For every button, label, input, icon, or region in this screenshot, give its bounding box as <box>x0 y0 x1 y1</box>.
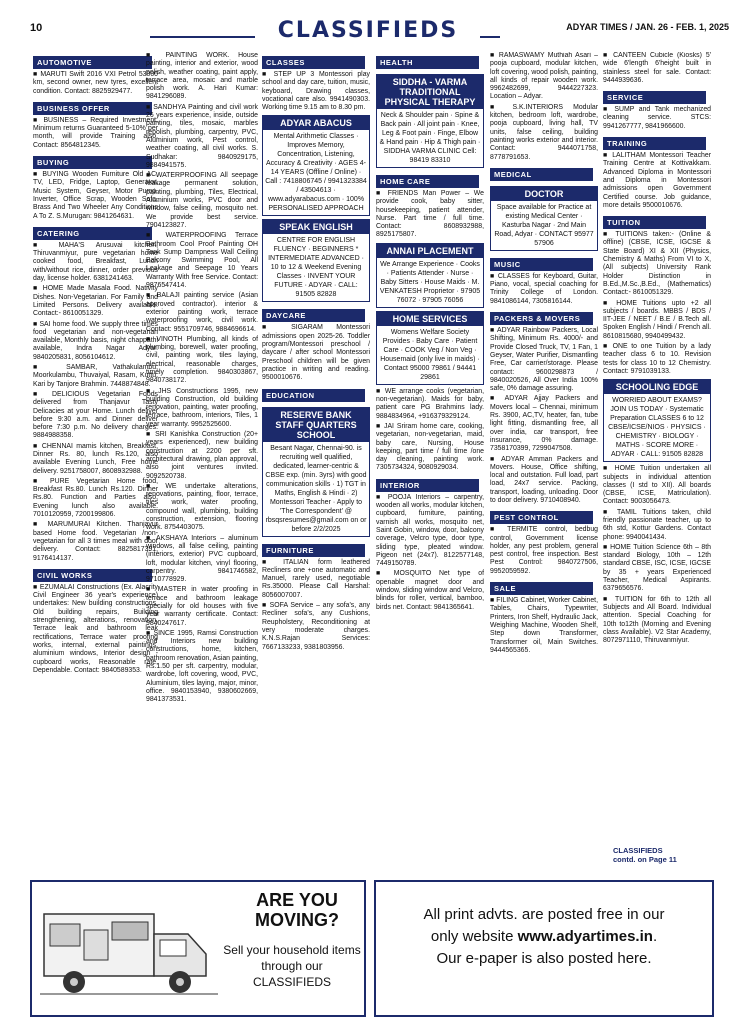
website-notice <box>374 880 714 1017</box>
classified-ad: ■ MAHA'S Arusuvai kitchen, Thiruvanmiyur, pure vegetarian home cooked food, Breakfast, Lunch with/without rice, dinner, order previous day, license holder. 6381241463. <box>33 241 158 283</box>
classified-ad: ■ LALITHAM Montessori Teacher Training Centre at Kottivakkam. Advanced Diploma in Montessori and Diploma in Montessori admissions open Government Certified course. Job guidance, more details 9500010676. <box>603 152 711 209</box>
classified-ad: ■ FRIENDS Man Power – We provide cook, baby sitter, housekeeping, patient attender, Nurse. Part time / full time. Contact: 8608932988, 8925175807. <box>376 190 484 239</box>
notice-line-2: only website www.adyartimes.in. <box>430 928 658 945</box>
display-ad-text: WORRIED ABOUT EXAMS? JOIN US TODAY · Systematic Preparation CLASSES 6 to 12 CBSE/ICSE/NIOS · PHYSICS · CHEMISTRY · BIOLOGY · MATHS · SCORE MORE · ADYAR · CALL: 91505 82828 <box>608 397 706 459</box>
classified-ad: ■ CLASSES for Keyboard, Guitar, Piano, vocal, special coaching for Trinity College of London. 9841086144, 7305816144. <box>490 272 598 305</box>
classified-ad: ■ TUITIONS taken:- (Online & offline) (CBSE, ICSE, IGCSE & State Board) XI & XII (Physics, Chemistry & Maths) From VI to X, (All subjects) University Rank Holder Distinction in B.Ed.,M.Sc.,B.Ed., (Mathematics) Contact:- 8610051329. <box>603 231 711 297</box>
display-ad-title: ADYAR ABACUS <box>263 116 369 130</box>
section-heading: TRAINING <box>603 137 706 150</box>
section-heading: HEALTH <box>376 56 479 69</box>
section-title: CLASSIFIEDS <box>277 18 459 43</box>
continued-page: contd. on Page 11 <box>613 855 677 864</box>
classified-ad: ■ ADYAR Rainbow Packers, Local Shifting, Minimum Rs. 4000/- and Provide Closed Truck, TV, 1 Fan, 1 Geyser, Water Purifier, Dismantling Free, Car carrier/storage. Please contact: 9600298873 / 9840020526, All Over India 100% safe, 0% damage assuring. <box>490 327 598 393</box>
website-link[interactable]: www.adyartimes.in <box>517 928 653 945</box>
section-heading: SERVICE <box>603 91 706 104</box>
moving-ad <box>30 880 366 1017</box>
header-rule-right <box>480 36 500 38</box>
classified-ad: ■ HOME Tuition Science 6th – 8th standard Biology, 10th – 12th standard CBSE, ISC, ICSE, IGCSE by 35 + years Experienced Teacher, Medical Aspirants. 6379656576. <box>603 543 711 593</box>
classified-ad: ■ CHENNAI mamis kitchen, Breakfast, Dinner Rs. 80, lunch Rs.120, also available Evening Lunch, Free home delivery. 9251758007, 8608932988. <box>33 442 158 475</box>
classified-ad: ■ CANTEEN Cubicle (Kiosks) 5' wide 6'length 6'height built in stainless steel for sale. Contact: 9444939636. <box>603 52 711 84</box>
moving-question <box>237 890 357 930</box>
edition-date: ADYAR TIMES / JAN. 26 - FEB. 1, 2025 <box>566 22 729 32</box>
classified-ad: ■ POOJA Interiors – carpentry, wooden all works, modular kitchen, cupboard, furniture, painting, varnish all works, mosquito net, Saint Gobin, window, door, balcony coverage, Velcro type, door type, sliding type, pleated window. Pigeon net (24x7). 8122577148, 7449150789. <box>376 493 484 568</box>
display-ad-text: Neck & Shoulder pain · Spine & Back pain · All joint pain · Knee, Leg & Foot pain · Finge, Elbow & Hand pain · Hip & Thigh pain · SIDDHA VARMA CLINIC Cell: 98419 83310 <box>379 112 481 164</box>
truck-icon <box>40 890 220 1010</box>
notice-line-3: Our e-paper is also posted here. <box>436 950 652 967</box>
classified-ad: ■ TUITION for 6th to 12th all Subjects and All Board. Individual attention. Special Coaching for 10th to12th (Morning and Evening class Available). V2 Star Academy, 8072971110, Thiruvanmiyur. <box>603 595 711 645</box>
display-ad-text: We Arrange Experience · Cooks · Patients Attender · Nurse · Baby Sitters · House Maids · M. VENKATESH Proprietor · 97905 76072 · 97905 76056 <box>379 260 481 304</box>
display-ad-text: Besant Nagar, Chennai-90. is recruiting well qualified, dedicated, learner-centric & CBSE exp. (min. 3yrs) with good communication skills · 1) TGT in Maths, English & Hindi · 2) Montessori Teacher · Apply to 'The Correspondent' @ rbsqsresumes@gmail.com on or before 2/2/2025 <box>265 444 367 533</box>
display-ad <box>376 243 484 308</box>
display-ad-title: HOME SERVICES <box>377 312 483 326</box>
classified-ad: ■ MOSQUITO Net type of openable magnet door and window, sliding window and Velcro, blinds for roller, vertical, bamboo, birds net. Contact: 9841365641. <box>376 570 484 611</box>
classified-ad: ■ DELICIOUS Vegetarian Foods delivered from Thanjavur Tasty Delicacies at your Home. Lunch deliver before 9:30 a.m. and Dinner deliver before 7:30 p.m. No delivery charges. 9884988358. <box>33 390 158 440</box>
section-heading: CLASSES <box>262 56 365 69</box>
page-header <box>0 0 741 50</box>
classified-ad: ■ SOFA Service – any sofa's, any Recliner sofa's, any Cushions, Reupholstery, Reconditioning at very moderate charges. K.N.S.Rajan Services: 7667133233, 9381803956. <box>262 602 370 651</box>
classified-ad: ■ BALAJI painting service (Asian approved contractor). interior & exterior painting work, terrace waterproofing work, civil work. Contact: 9551709746, 9884696614. <box>146 292 258 333</box>
classified-ad: ■ RAMASWAMY Muthiah Asari – pooja cupboard, modular kitchen, loft covering, wood polish, painting, all kinds of repair wooden work. 9962482699, 9444227323. Location – Adyar. <box>490 52 598 101</box>
classified-ad: ■ PURE Vegetarian Home food, Breakfast Rs.80. Lunch Rs.120. Dinner Rs.80. Function and Parties also, Evening lunch also available. 7010120959, 7200199806. <box>33 477 158 519</box>
classified-ad: ■ SAI home food. We supply three times food vegetarian and non-vegetarian available, Monthly basis, night chappathi available, Indra Nagar Adyar. 9840205831, 8056104612. <box>33 320 158 361</box>
classified-ad: ■ HOME Made Masala Food. Nativity Dishes. Non-Vegetarian. For Family and Limited Persons. Delivery available. Contact:- 8610051329. <box>33 285 158 318</box>
section-heading: BUSINESS OFFER <box>33 102 152 115</box>
classified-ad: ■ JAI Sriram home care, cooking, vegetarian, non-vegetarian, maid, baby care, Nursing, House keeping, part time / full time /one day cleaning, painting work. 7305734324, 9080929034. <box>376 422 484 472</box>
classified-ad: ■ MARUMURAI Kitchen. Thanjavur based Home food. Vegetarian /non-vegetarian for all 3 times meal with door delivery. Contact: 8825817391, 9176414137. <box>33 521 158 562</box>
continued-note[interactable] <box>613 846 677 864</box>
classified-ad: ■ SINCE 1995, Ramsi Construction and Interiors new building constructions, home, kitchen, bathroom renovation, Asian painting, Rs.1.50 per sft. carpentry, modular, wardrobe, loft covering, wood, PVC, Aluminium, tiles laying, major, minor, office. 9840153940, 9380602669, 9841373531. <box>146 629 258 704</box>
display-ad-title: RESERVE BANK STAFF QUARTERS SCHOOL <box>263 408 369 442</box>
classified-ad: ■ STEP UP 3 Montessori play school and day care, tuition, music, keyboard, Drawing classes, vocational care also. 9941490303. Working time 9.15 am to 8.30 pm. <box>262 71 370 112</box>
display-ad <box>262 219 370 302</box>
header-rule-left <box>150 36 255 38</box>
column-5 <box>490 52 598 874</box>
section-heading: MUSIC <box>490 258 593 271</box>
classified-ad: ■ VINOTH Plumbing, all kinds of plumbing, borewell, water proofing, civil, painting work, tiles laying, electrical, reasonable charges, timely completion. 9840303867, 9840738172. <box>146 335 258 385</box>
display-ad <box>376 311 484 385</box>
classified-ad: ■ ITALIAN form leathered Recliners one +one automatic and Manuel, rarely used, negotiable Rs.35000. Please Call Harshal: 8056007007. <box>262 558 370 599</box>
section-heading: MEDICAL <box>490 168 593 181</box>
section-heading: BUYING <box>33 156 152 169</box>
section-heading: PACKERS & MOVERS <box>490 312 593 325</box>
classified-ad: ■ HOME Tuitions upto +2 all subjects / boards. MBBS / BDS / IIT-JEE / NEET / B.E / B.Tech all. Spoken English / Hindi / French all. 8610815680, 9940499432. <box>603 299 711 340</box>
classified-ad: ■ SAMBAR, Vathakulambu, Moorkulambu, Thuvaiyal, Rasam, Kuttu, Kari by Tanjore Brahmin. 7448874848. <box>33 364 158 388</box>
section-heading: INTERIOR <box>376 479 479 492</box>
moving-subtext: Sell your household items through our CLASSIFIEDS <box>223 943 361 989</box>
classified-ad: ■ JHS Constructions 1995, new building Construction, old building renovation, painting, water proofing, terrace, bathroom, interiors, Tiles, 1 year warranty. 9952525600. <box>146 387 258 428</box>
moving-q1: ARE YOU <box>256 890 338 910</box>
classified-ad: ■ SUMP and Tank mechanized cleaning service. STCS: 9941267777, 9841966600. <box>603 106 711 130</box>
column-6 <box>603 52 711 874</box>
classified-ad: ■ HOME Tuition undertaken all subjects in individual attention classes (I std to XII). All boards (CBSE, ICSE, Matriculation). Contact: 9003056473. <box>603 465 711 506</box>
classified-ad: ■ PAINTING WORK. House painting, interior and exterior, wood polish, weather coating, paint apply, terrace area, mosaic and marble polish work. A. Hari Kumar: 9841296089. <box>146 52 258 101</box>
display-ad-title: ANNAI PLACEMENT <box>377 244 483 258</box>
display-ad-text: Womens Welfare Society Provides · Baby Care · Patient Care · COOK Veg / Non Veg · Housemaid (only live in maids) · Contact 95000 79861 / 94441 29861 <box>380 328 480 381</box>
classified-ad: ■ TAMIL Tuitions taken, child friendly passionate teacher, up to 6th std, Kottur Gardens. Contact phone: 9940041434. <box>603 508 711 541</box>
classified-ad: ■ WE arrange cooks (vegetarian, non-vegetarian). Maids for baby, patient care PG Brahmins lady. 9884834964, +916379329124. <box>376 387 484 420</box>
section-heading: PEST CONTROL <box>490 511 593 524</box>
display-ad <box>603 379 711 462</box>
classified-ad: ■ MARUTI Swift 2016 VXI Petrol 53000 km, second owner, new tyres, excellent condition. Contact: 8825929477. <box>33 71 158 95</box>
classified-ad: ■ ADYAR Amman Packers and Movers. House, Office shifting, local and outstation. Full load, part load, 24x7 service. Packing, transport, loading, unloading. Door to door delivery. 9710408940. <box>490 455 598 504</box>
section-heading: FURNITURE <box>262 544 365 557</box>
section-heading: DAYCARE <box>262 309 365 322</box>
notice-line-1: All print advts. are posted free in our <box>423 906 665 923</box>
display-ad <box>262 407 370 537</box>
display-ad <box>376 74 484 168</box>
display-ad-text: CENTRE FOR ENGLISH FLUENCY · BEGINNERS * INTERMEDIATE ADVANCED · 10 to 12 & Weekend Evening Classes · INVENT YOUR FUTURE · ADYAR · CALL: 91505 82828 <box>268 237 364 299</box>
section-heading: SALE <box>490 582 593 595</box>
classified-ad: ■ SANDHYA Painting and civil work 26 years experience, inside, outside painting, tiles, mosaic, marbles repolish, plumbing, carpentry, PVC, Aluminium work, Pest control, weather coating, all civil works. S. Sudhakar: 9840929175, 9884941575. <box>146 103 258 169</box>
classified-ad: ■ WE undertake alterations, renovations, painting, floor, terrace, tiles work, water proofing, compound wall, plumbing, building construction, extension, flooring work. 8754403075. <box>146 482 258 532</box>
column-3 <box>262 52 370 874</box>
section-heading: AUTOMOTIVE <box>33 56 152 69</box>
classified-ad: ■ WATERPROOFING All seepage leakage permanent solution, painting, plumbing, Tiles, Electrical, Aluminium works, PVC door and window, false ceiling, mosquito net. We provide best service. 7904123827. <box>146 172 258 229</box>
moving-q2: MOVING? <box>255 910 339 930</box>
display-ad-title: DOCTOR <box>491 187 597 201</box>
display-ad-title: SCHOOLING EDGE <box>604 380 710 394</box>
section-heading: EDUCATION <box>262 389 365 402</box>
section-heading: TUITION <box>603 216 706 229</box>
display-ad <box>490 186 598 251</box>
classified-ad: ■ WATERPROOFING Terrace Bathroom Cool Proof Painting OH Tank Sump Dampness Wall Ceiling Balcony Swimming Pool, All Leakage and Seepage 10 Years Warranty With free Service. Contact: 9876547414. <box>146 232 258 290</box>
continued-label: CLASSIFIEDS <box>613 846 663 855</box>
classified-ad: ■ EZUMALAI Constructions (Ex. Alacrity Civil Engineer 36 year's experience) undertakes: New building constructions, Old building repairs, Building strengthening, alterations, renovation, Terrace leak and bathroom leak rectifications, Terrace water proofing works, internal, external paintings, aluminium windows, Interior design - cupboard works, Reasonable rate, Dependable. Contact: 9840589353. <box>33 583 158 674</box>
classified-ad: ■ SRI Kanishka Construction (20+ years experienced), new building construction at 2200 per sft. architectural drawing, plan approval, also joint ventures invited. 9092520738. <box>146 431 258 480</box>
classified-ad: ■ BUSINESS – Required Investment, Minimum returns Guaranteed 5-10% per month, will provide Training also. Contact: 8564812345. <box>33 116 158 149</box>
column-4 <box>376 52 484 874</box>
display-ad <box>262 115 370 216</box>
classified-ad: ■ BUYING Wooden Furniture Old AC, TV, LED, Fridge, Laptop, Generator, Music System, Geyser, Motor Pump, Inverter, Office Scrap, Wooden Sofa, Brass And Two Wheeler Any Conditions A To Z. S.Murugan: 9841264631. <box>33 171 158 220</box>
column-2 <box>146 52 258 874</box>
section-heading: CATERING <box>33 227 152 240</box>
column-1 <box>33 52 158 874</box>
page-number: 10 <box>30 22 43 34</box>
display-ad-title: SPEAK ENGLISH <box>263 220 369 234</box>
display-ad-text: Mental Arithmetic Classes · Improves Memory, Concentration, Listening, Accuracy & Creativity · AGES 4-14 YEARS (Offline / Online) · Call : 7418806745 / 9941323384 / 43504613 · www.adyarabacus.com · 100% PERSONALISED APPROACH <box>265 133 367 213</box>
classified-ad: ■ ADYAR Ajjay Packers and Movers local – Chennai, minimum Rs. 3900, AC,TV, heater, fan, tube light fitting, dismantling free, all over india, car transport, free insurance, 0% damage. 7358170399, 7299047508. <box>490 395 598 453</box>
section-heading: HOME CARE <box>376 175 479 188</box>
display-ad-title: SIDDHA - VARMA TRADITIONAL PHYSICAL THERAPY <box>377 75 483 109</box>
classified-ad: ■ TERMITE control, bedbug control, Government license holder, any pest problem, general pest control, free inspection. Best Pest Control: 9840727506, 9952059592. <box>490 526 598 575</box>
section-heading: CIVIL WORKS <box>33 569 152 582</box>
classified-ad: ■ S.K.INTERIORS Modular kitchen, bedroom loft, wardrobe, pooja cupboard, living hall, TV units, false ceiling, building painting works exterior and interior. Contact: 9444071758, 8778791653. <box>490 103 598 161</box>
classified-ad: ■ FILING Cabinet, Worker Cabinet, Tables, Chairs, Typewriter, Printers, Iron Shelf, Hydraulic Jack, Weighing Machine, Wooden Shelf, Step down Transformer, Transformer oil, Main Switches. 9444565365. <box>490 597 598 654</box>
classified-ad: ■ AKSHAYA Interiors – aluminum windows, all false ceiling, painting (interiors, exterior) PVC cupboard, loft, modular kitchen, vinyl flooring, carpentry. 9841746582, 9710778929. <box>146 534 258 584</box>
classified-ad: ■ SIGARAM Montessori admissions open 2025-26. Toddler program/Montessori preschool / daycare / after school Montessori Preschool children will be given practice in writing and reading. 9500010676. <box>262 324 370 382</box>
display-ad-text: Space available for Practice at existing Medical Center · Kasturba Nagar · 2nd Main Road, Adyar · CONTACT 95977 57906 <box>494 203 594 247</box>
classified-ad: ■ ONE to one Tuition by a lady teacher class 6 to 10. Revision tests for class 10 to 12 Chemistry. Contact: 9791039133. <box>603 343 711 375</box>
classified-ad: ■ MASTER in water proofing in terrace and bathroom leakage specially for old houses with five year warranty certificate. Contact: 9840247617. <box>146 586 258 627</box>
